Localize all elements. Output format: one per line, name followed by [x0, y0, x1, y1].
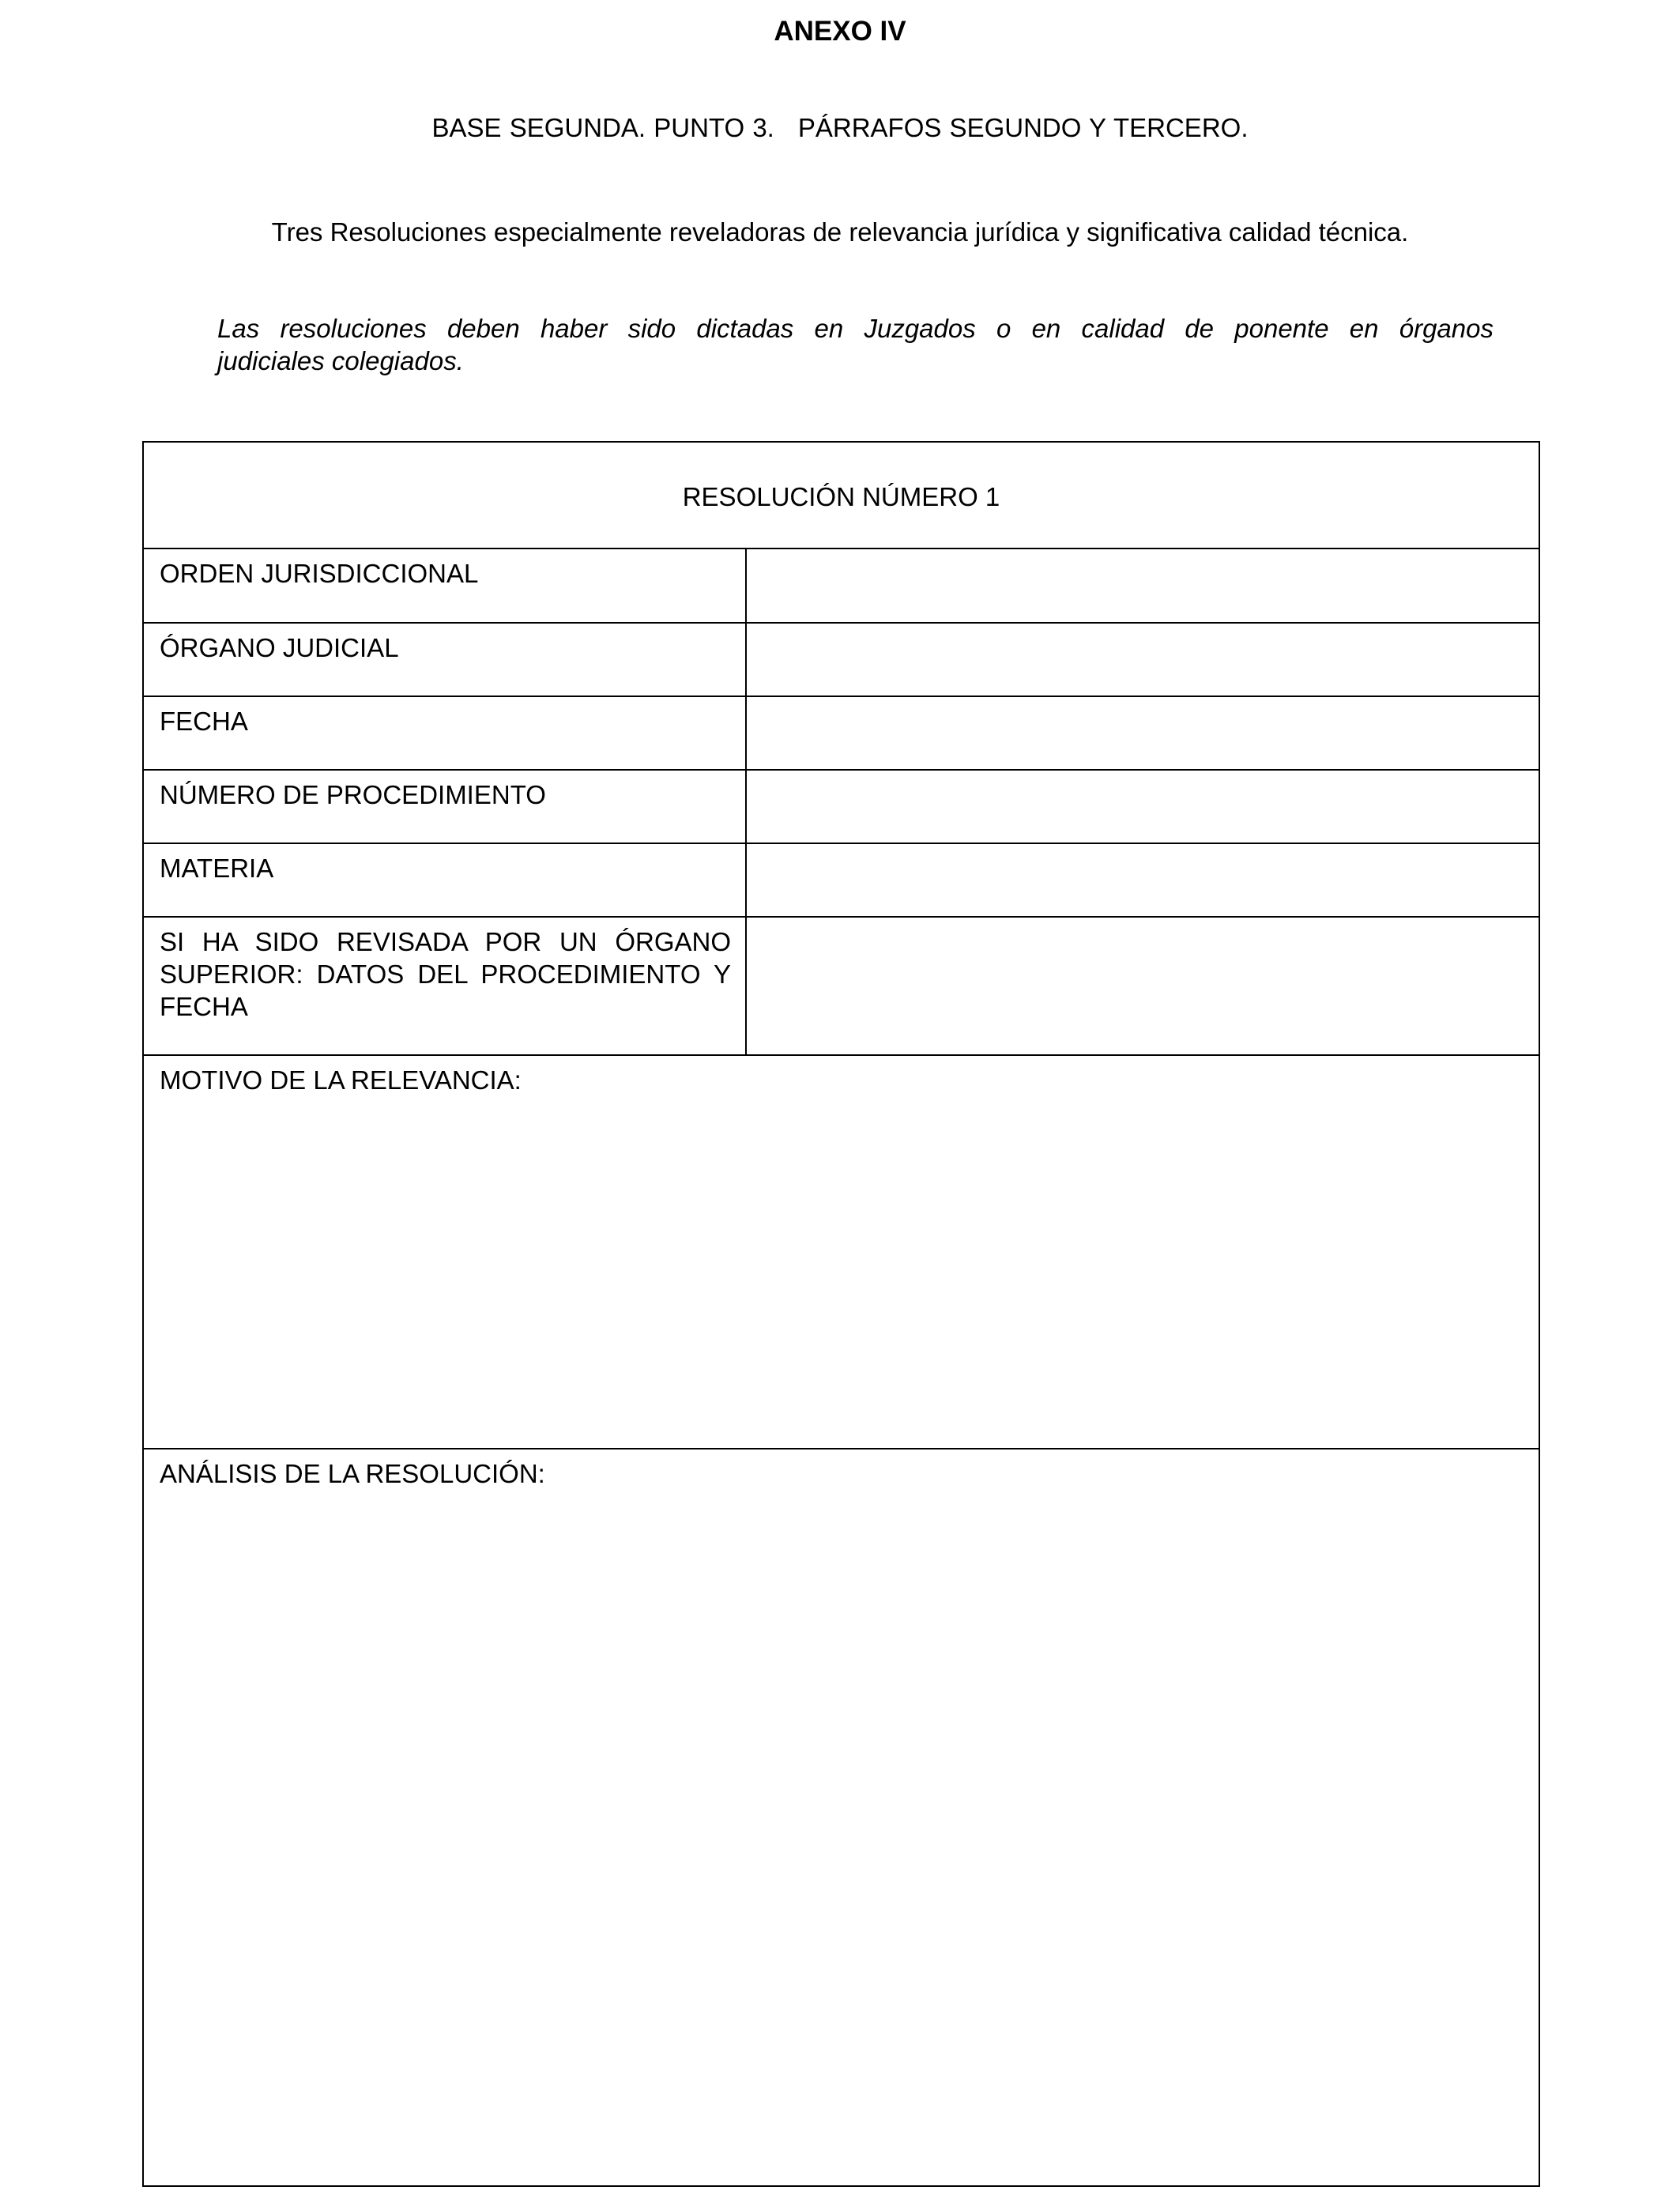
- label-fecha: FECHA: [160, 707, 248, 736]
- label-revisada-organo-superior: SI HA SIDO REVISADA POR UN ÓRGANO SUPERIOR: DATOS DEL PROCEDIMIENTO Y FECHA: [160, 927, 731, 1021]
- motivo-relevancia-label: MOTIVO DE LA RELEVANCIA:: [160, 1065, 522, 1095]
- value-numero-procedimiento[interactable]: [747, 771, 1539, 843]
- label-materia: MATERIA: [160, 854, 274, 883]
- label-organo-judicial: ÓRGANO JUDICIAL: [160, 633, 399, 662]
- document-subtitle: [0, 111, 1680, 145]
- note-line-1: Las resoluciones deben haber sido dictadas en Juzgados o en calidad de ponente en órganos: [217, 314, 1494, 343]
- note-line-2: judiciales colegiados.: [217, 346, 464, 375]
- subtitle-base: BASE SEGUNDA. PUNTO 3.: [431, 113, 774, 142]
- value-organo-judicial[interactable]: [747, 624, 1539, 696]
- value-materia[interactable]: [747, 844, 1539, 916]
- value-revisada-organo-superior[interactable]: [747, 918, 1539, 1054]
- analisis-resolucion-label: ANÁLISIS DE LA RESOLUCIÓN:: [160, 1459, 545, 1488]
- subtitle-parrafos: PÁRRAFOS SEGUNDO Y TERCERO.: [797, 113, 1249, 142]
- value-orden-jurisdiccional[interactable]: [747, 549, 1539, 622]
- intro-text: Tres Resoluciones especialmente reveladoras de relevancia jurídica y significativa calidad técnica.: [271, 217, 1409, 247]
- form-header: RESOLUCIÓN NÚMERO 1: [682, 482, 1000, 511]
- motivo-relevancia-section[interactable]: [144, 1056, 1539, 1448]
- label-numero-procedimiento: NÚMERO DE PROCEDIMIENTO: [160, 780, 546, 809]
- value-fecha[interactable]: [747, 697, 1539, 769]
- column-divider: [745, 548, 747, 1056]
- document-title: ANEXO IV: [774, 16, 906, 47]
- resolution-form: [142, 441, 1540, 2187]
- label-orden-jurisdiccional: ORDEN JURISDICCIONAL: [160, 559, 479, 588]
- italic-note: [217, 312, 1494, 377]
- analisis-resolucion-section[interactable]: [144, 1449, 1539, 2184]
